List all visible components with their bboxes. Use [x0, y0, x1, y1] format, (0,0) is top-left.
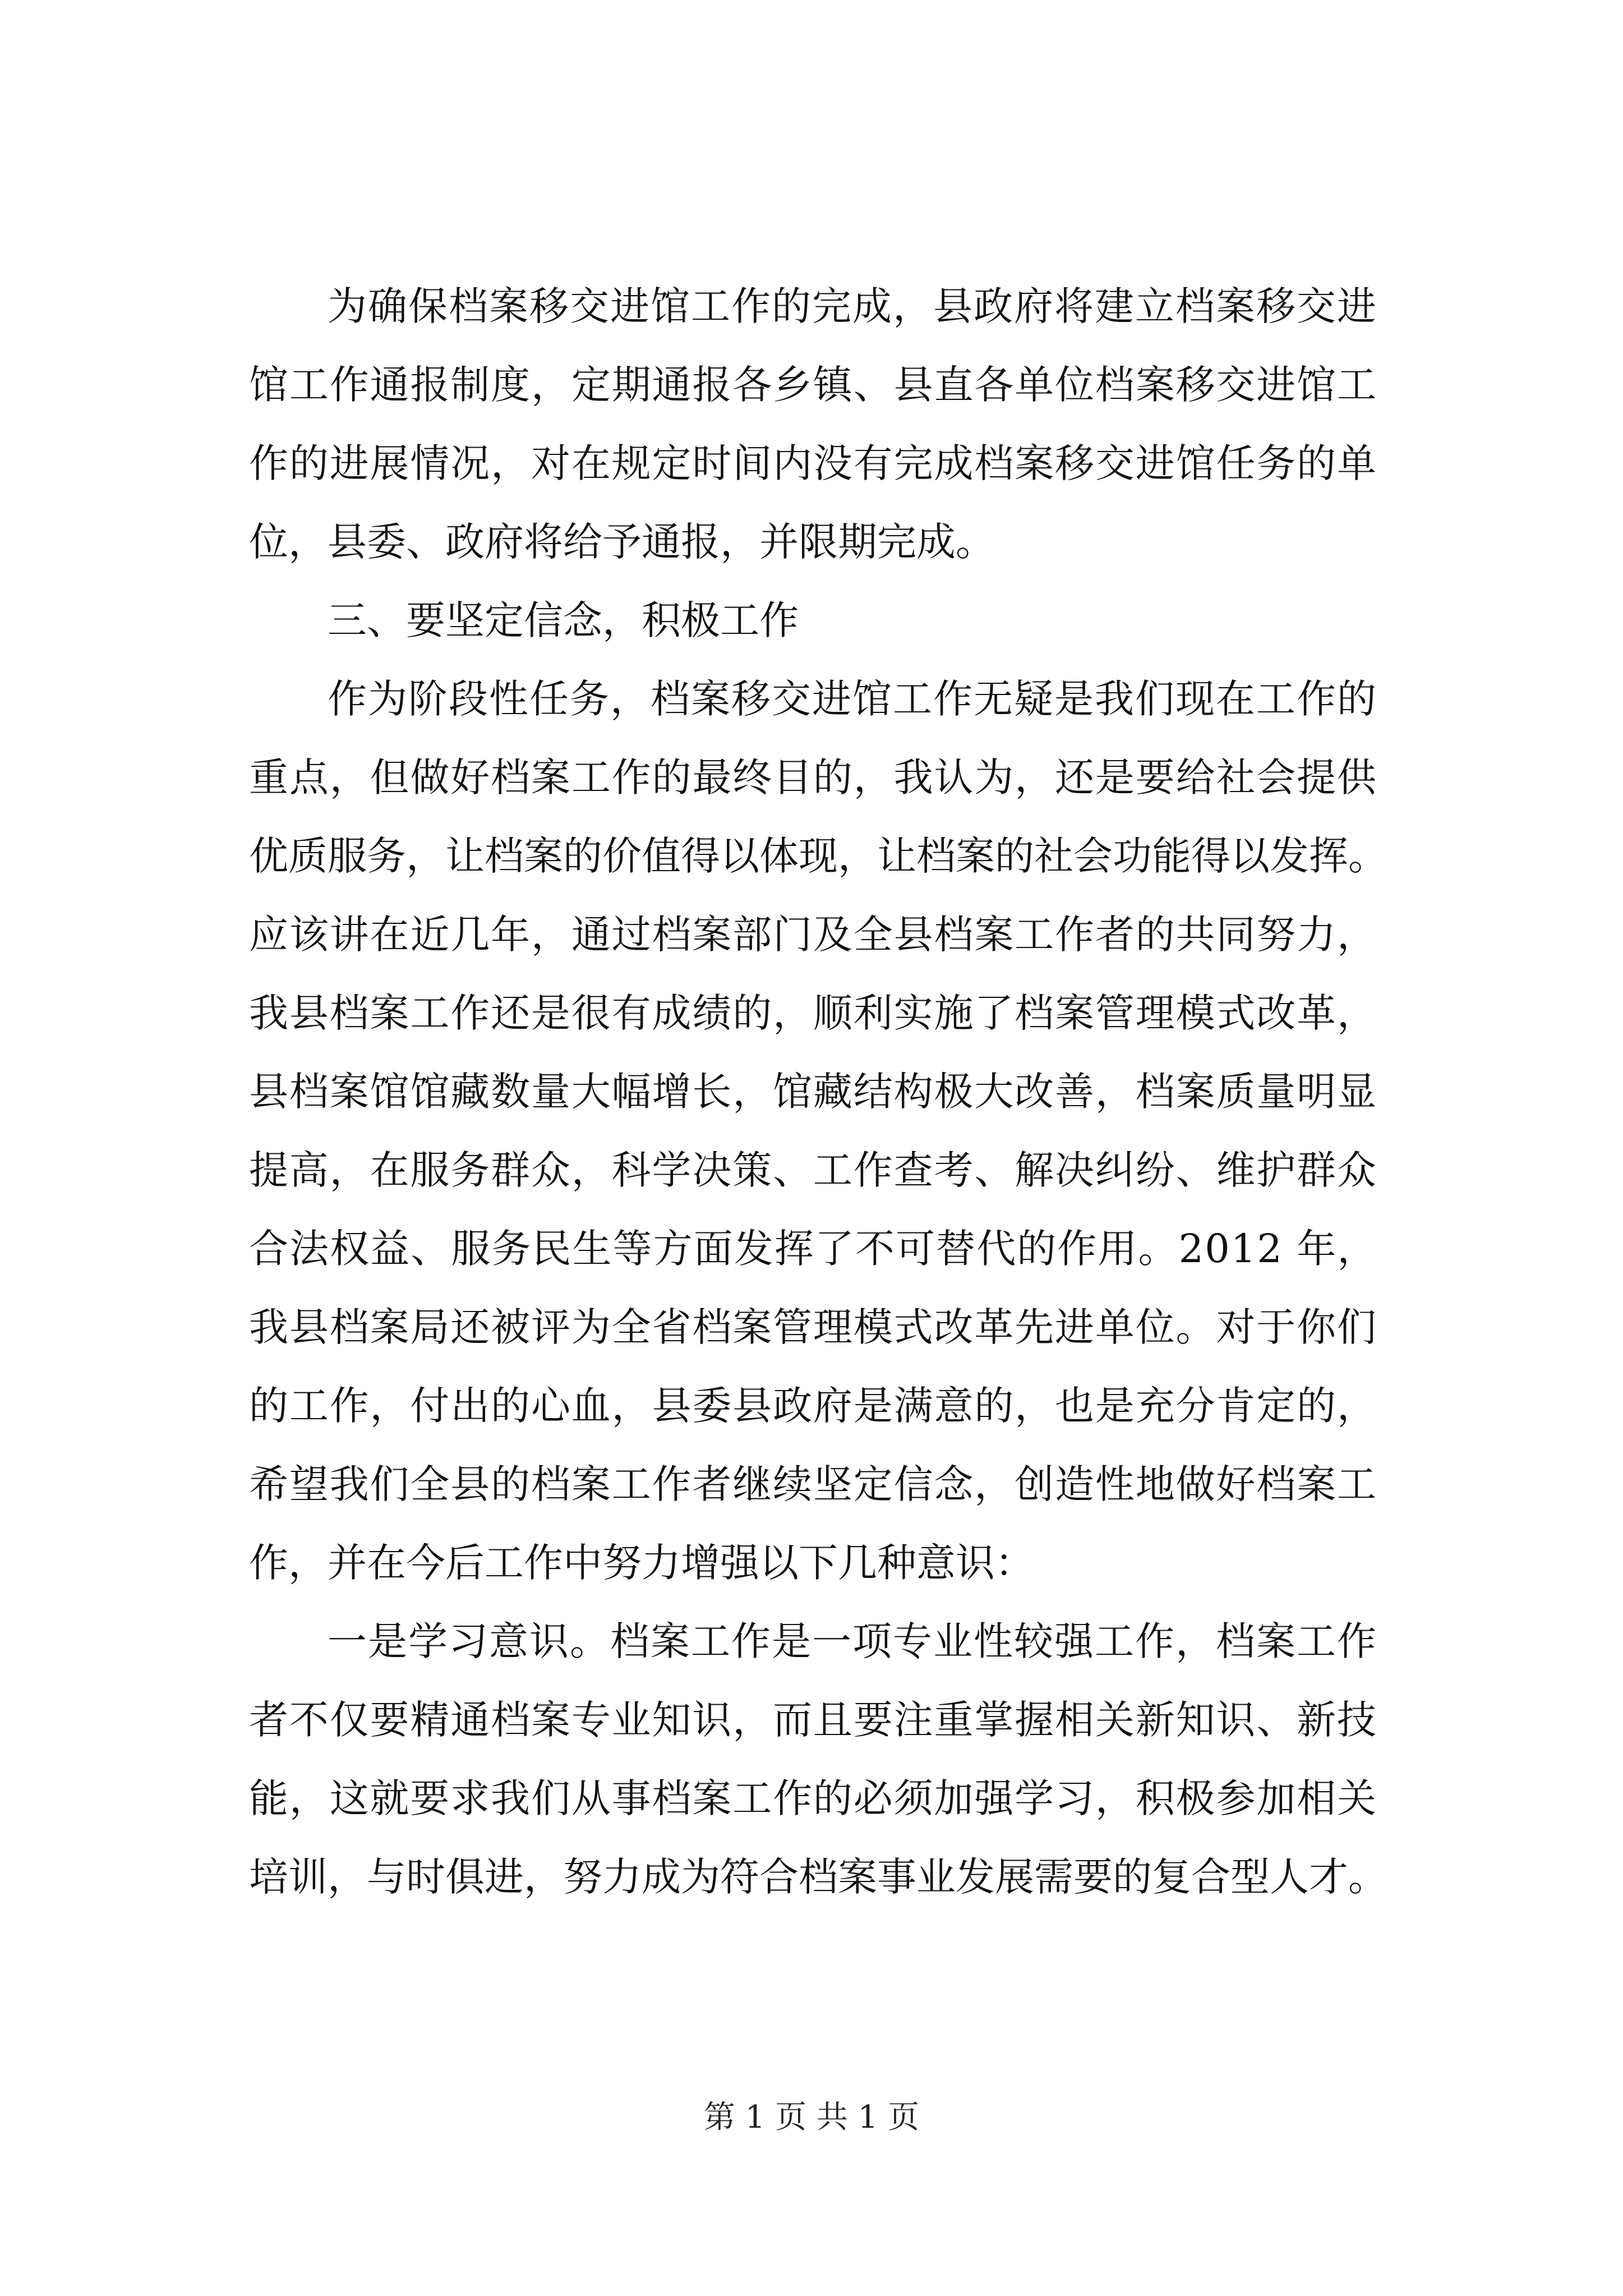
text-line: 县档案馆馆藏数量大幅增长，馆藏结构极大改善，档案质量明显 — [249, 1069, 1377, 1115]
text-line: 能，这就要求我们从事档案工作的必须加强学习，积极参加相关 — [249, 1775, 1377, 1821]
text-line: 馆工作通报制度，定期通报各乡镇、县直各单位档案移交进馆工 — [249, 362, 1377, 408]
text-line: 优质服务，让档案的价值得以体现，让档案的社会功能得以发挥。 — [249, 833, 1387, 879]
text-line: 提高，在服务群众，科学决策、工作查考、解决纠纷、维护群众 — [249, 1147, 1377, 1193]
text-line: 希望我们全县的档案工作者继续坚定信念，创造性地做好档案工 — [249, 1461, 1377, 1507]
text-line: 应该讲在近几年，通过档案部门及全县档案工作者的共同努力， — [249, 912, 1377, 958]
page-footer: 第 1 页 共 1 页 — [703, 2099, 920, 2136]
text-line: 重点，但做好档案工作的最终目的，我认为，还是要给社会提供 — [249, 754, 1377, 800]
text-line: 为确保档案移交进馆工作的完成，县政府将建立档案移交进 — [328, 283, 1377, 329]
text-line: 作的进展情况，对在规定时间内没有完成档案移交进馆任务的单 — [249, 440, 1377, 486]
text-line: 我县档案工作还是很有成绩的，顺利实施了档案管理模式改革， — [249, 990, 1377, 1036]
text-line: 一是学习意识。档案工作是一项专业性较强工作，档案工作 — [328, 1618, 1377, 1664]
text-line: 合法权益、服务民生等方面发挥了不可替代的作用。2012 年， — [249, 1226, 1378, 1272]
text-line: 位，县委、政府将给予通报，并限期完成。 — [249, 519, 995, 565]
text-line: 者不仅要精通档案专业知识，而且要注重掌握相关新知识、新技 — [249, 1697, 1377, 1743]
text-line: 培训，与时俱进，努力成为符合档案事业发展需要的复合型人才。 — [249, 1854, 1387, 1900]
text-line: 三、要坚定信念，积极工作 — [328, 597, 799, 643]
text-line: 作，并在今后工作中努力增强以下几种意识： — [249, 1540, 1034, 1586]
text-line: 的工作，付出的心血，县委县政府是满意的，也是充分肯定的， — [249, 1383, 1377, 1429]
text-line: 作为阶段性任务，档案移交进馆工作无疑是我们现在工作的 — [328, 676, 1377, 722]
text-line: 我县档案局还被评为全省档案管理模式改革先进单位。对于你们 — [249, 1304, 1377, 1350]
